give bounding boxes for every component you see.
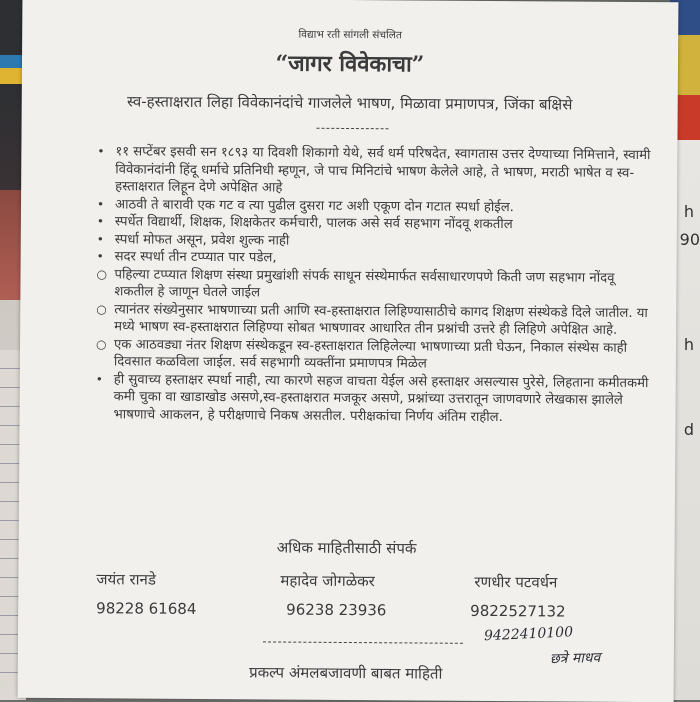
rule-text: पहिल्या टप्प्यात शिक्षण संस्था प्रमुखांशी संपर्क साधून संस्थेमार्फत सर्वसाधारणपणे किती जण सहभाग नोंदवू शकतील हे जाणून घेतले जाईल [114, 266, 615, 301]
divider-short [317, 128, 389, 130]
rules-list [95, 143, 657, 427]
circle-bullet-icon: ○ [96, 266, 108, 281]
rule-subitem [96, 336, 656, 375]
edge-letter: h [683, 202, 694, 221]
contact-phone: 98228 61684 [96, 599, 197, 618]
poster-subtitle: स्व-हस्ताक्षरात लिहा विवेकानंदांचे गाजलेले भाषण, मिळावा प्रमाणपत्र, जिंका बक्षिसे [126, 92, 573, 114]
handwritten-phone: 9422410100 [483, 624, 574, 645]
edge-letter: h [683, 335, 694, 354]
rule-text: सदर स्पर्धा तीन टप्प्यात पार पडेल, [114, 249, 277, 266]
edge-letter: 90 [679, 230, 700, 249]
bullet-icon: • [97, 144, 105, 159]
bullet-icon: • [95, 371, 103, 386]
rule-text: स्पर्धेत विद्यार्थी, शिक्षक, शिक्षकेतर कर्मचारी, पालक असे सर्व सहभाग नोंदवू शकतील [114, 214, 513, 233]
footer-heading: प्रकल्प अंमलबजावणी बाबत माहिती [249, 663, 443, 683]
contact-phone: 9822527132 [470, 601, 566, 621]
contact-name: महादेव जोगळेकर [280, 571, 375, 591]
contact-phone: 96238 23936 [286, 600, 387, 620]
circle-bullet-icon: ○ [96, 301, 107, 316]
divider-long [263, 641, 463, 643]
rule-text: स्पर्धा मोफत असून, प्रवेश शुल्क नाही [114, 231, 290, 249]
bullet-icon: • [96, 231, 104, 246]
poster-title: “जागर विवेकाचा” [275, 50, 425, 78]
circle-bullet-icon: ○ [95, 336, 107, 351]
organizer-line: विद्याभ रती सांगली संचलित [298, 28, 402, 42]
rule-text: एक आठवड्या नंतर शिक्षण संस्थेकडून स्व-हस्ताक्षरात लिहिलेल्या भाषणाच्या प्रती घेऊन, निकाल संस्थेस काही दिवसात कळविला जाईल. सर्व सहभागी व्यक्तींना प्रमाणपत्र मिळेल [113, 336, 628, 372]
rule-text: त्यानंतर संख्येनुसार भाषणाच्या प्रती आणि स्व-हस्ताक्षरात लिहिण्यासाठीचे कागद शिक्षण संस्थेकडे दिले जातील. या मध्ये भाषण स्व-हस्ताक्षरात लिहिण्या सोबत भाषणावर आधारित तीन प्रश्नांची उत्तरे ही लिहिणे अपेक्षित आहे. [114, 301, 648, 338]
rule-subitem [96, 301, 656, 340]
edge-letter: d [683, 420, 694, 439]
handwritten-name: छत्रे माधव [549, 649, 601, 668]
rule-subitem [96, 266, 656, 305]
rule-item [97, 143, 657, 199]
contact-name: जयंत रानडे [96, 570, 156, 589]
poster-sheet [18, 0, 679, 702]
rule-text: आठवी ते बारावी एक गट व त्या पुढील दुसरा गट अशी एकूण दोन गटात स्पर्धा होईल. [114, 196, 514, 215]
bullet-icon: • [96, 249, 104, 264]
contact-heading: अधिक माहितीसाठी संपर्क [276, 538, 417, 558]
rule-text: ही सुवाच्य हस्ताक्षर स्पर्धा नाही, त्या कारणे सहज वाचता येईल असे हस्ताक्षर असल्यास पुरेसे, लिहताना कमीतकमी कमी चुका वा खाडाखोड असणे,स्व-हस्ताक्षरात मजकूर असणे, प्रश्नांच्या उत्तरातून जाणवणारे लेखकास झालेले भाषणाचे आकलन, हे परीक्षणाचे निकष असतील. परीक्षकांचा निर्णय अंतिम राहील. [113, 371, 649, 425]
rule-item [95, 371, 655, 427]
contact-name: रणधीर पटवर्धन [474, 572, 558, 592]
bullet-icon: • [96, 196, 105, 211]
bullet-icon: • [96, 214, 105, 229]
rule-text: ११ सप्टेंबर इसवी सन १८९३ या दिवशी शिकागो येथे, सर्व धर्म परिषदेत, स्वागतास उत्तर देण्याच्या निमित्ताने, स्वामी विवेकानंदांनी हिंदू धर्माचे प्रतिनिधी म्हणून, जे पाच मिनिटांचे भाषण केलेले आहे, ते भाषण, मराठी भाषेत व स्व-हस्ताक्षरात लिहून देणे अपेक्षित आहे [115, 144, 651, 196]
